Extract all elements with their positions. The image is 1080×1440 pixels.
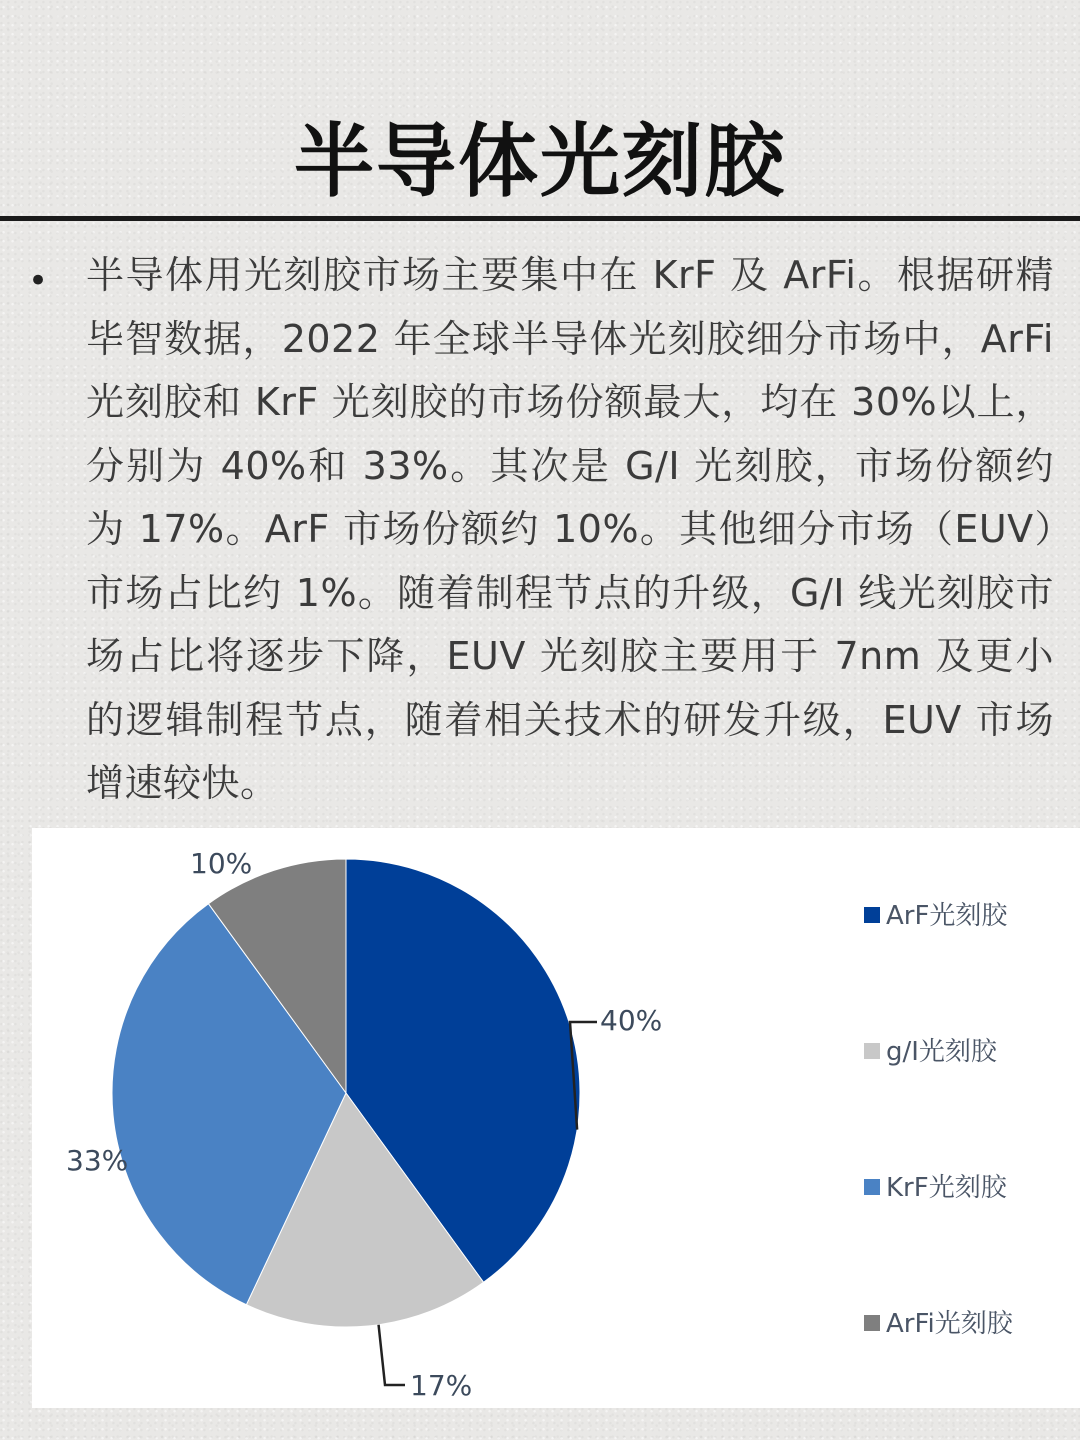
legend-label-arf: ArF光刻胶 xyxy=(886,901,1008,931)
legend-swatch-arf xyxy=(864,907,880,923)
data-label-arf: 40% xyxy=(600,1004,663,1037)
page-title: 半导体光刻胶 xyxy=(294,115,786,208)
legend-item-arfi xyxy=(864,1309,1014,1339)
legend-item-g-i xyxy=(864,1037,998,1067)
bullet-marker: • xyxy=(28,261,49,301)
data-label-krf: 33% xyxy=(66,1144,129,1177)
legend-swatch-krf xyxy=(864,1179,880,1195)
chart-panel xyxy=(32,828,1080,1408)
pie-chart xyxy=(32,828,1080,1408)
legend-item-krf xyxy=(864,1173,1008,1203)
legend-item-arf xyxy=(864,901,1008,931)
pie-slices xyxy=(112,859,580,1327)
legend-swatch-g-i xyxy=(864,1043,880,1059)
title-divider xyxy=(0,216,1080,221)
legend-label-arfi: ArFi光刻胶 xyxy=(886,1309,1013,1339)
chart-legend xyxy=(864,901,1014,1339)
legend-label-g-i: g/I光刻胶 xyxy=(886,1037,997,1067)
leader-line-g-i xyxy=(379,1325,405,1385)
data-label-arfi: 10% xyxy=(190,847,253,880)
body-paragraph: 半导体用光刻胶市场主要集中在 KrF 及 ArFi。根据研精毕智数据，2022 年全球半导体光刻胶细分市场中，ArFi 光刻胶和 KrF 光刻胶的市场份额最大，均在 30%以上，分别为 40%和 33%。其次是 G/I 光刻胶，市场份额约为 17%。ArF 市场份额约 10%。其他细分市场（EUV）市场占比约 1%。随着制程节点的升级，G/I 线光刻胶市场占比将逐步下降，EUV 光刻胶主要用于 7nm 及更小的逻辑制程节点，随着相关技术的研发升级，EUV 市场增速较快。 xyxy=(86,253,1054,805)
legend-swatch-arfi xyxy=(864,1315,880,1331)
data-label-g-i: 17% xyxy=(410,1369,473,1402)
legend-label-krf: KrF光刻胶 xyxy=(886,1173,1007,1203)
